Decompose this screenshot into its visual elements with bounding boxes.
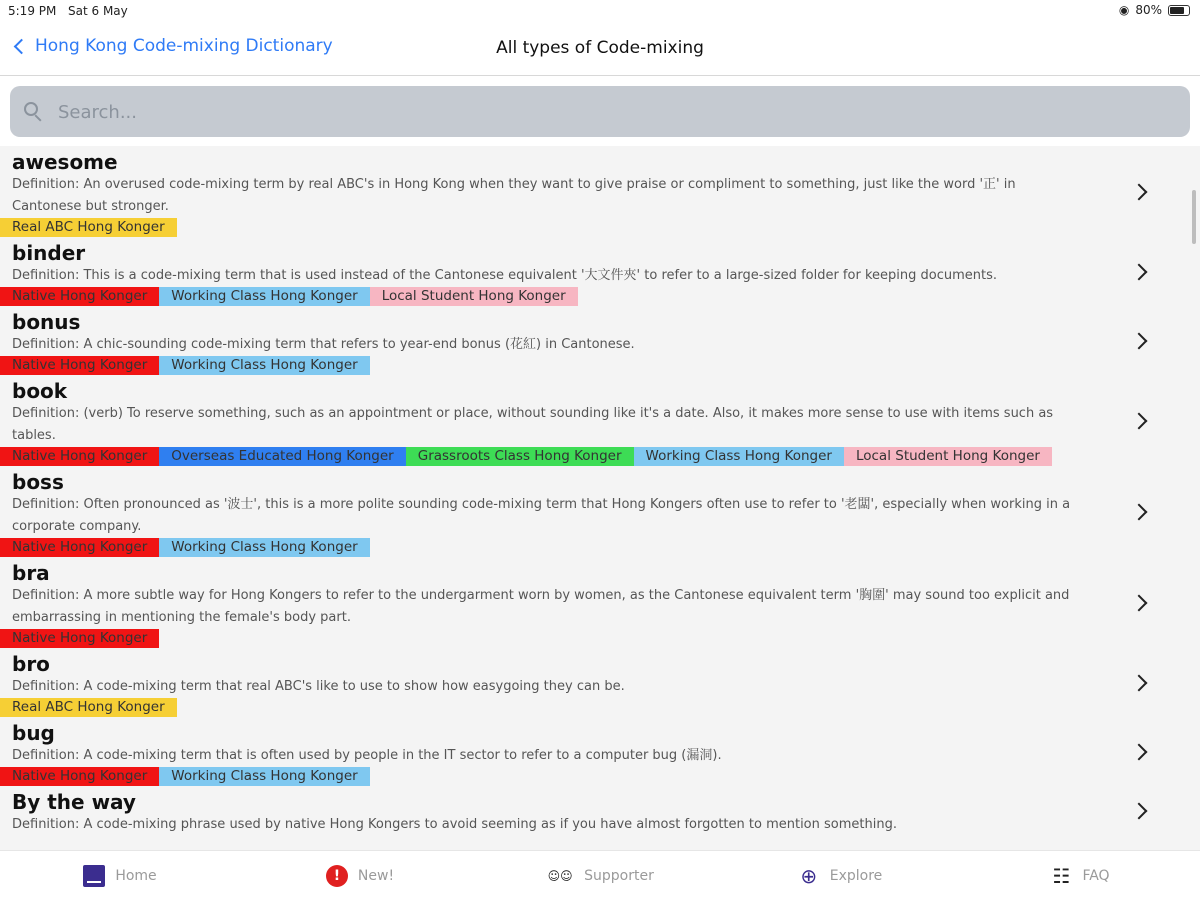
category-tag: Real ABC Hong Konger — [0, 698, 177, 717]
tab-label: Home — [115, 867, 157, 884]
category-tag: Local Student Hong Konger — [844, 447, 1052, 466]
new-badge-icon: ! — [326, 865, 348, 887]
chevron-right-icon — [1131, 183, 1148, 200]
list-item[interactable] — [0, 375, 1200, 466]
entry-definition: Definition: An overused code-mixing term by real ABC's in Hong Kong when they want to give praise or compliment to something, just like the word '正' in Cantonese but stronger. — [12, 177, 1016, 214]
list-item[interactable] — [0, 557, 1200, 648]
people-icon: ☺☺ — [547, 868, 573, 883]
entry-term: awesome — [12, 150, 118, 174]
search-input[interactable] — [58, 96, 1158, 128]
entry-term: boss — [12, 470, 64, 494]
entry-tags — [0, 767, 1080, 786]
back-label: Hong Kong Code-mixing Dictionary — [35, 36, 333, 56]
entry-tags — [0, 356, 1080, 375]
entry-definition: Definition: A code-mixing term that real ABC's like to use to show how easygoing they can be. — [12, 679, 625, 694]
entry-tags — [0, 218, 1080, 237]
category-tag: Grassroots Class Hong Konger — [406, 447, 634, 466]
entry-definition: Definition: A code-mixing phrase used by native Hong Kongers to avoid seeming as if you have almost forgotten to mention something. — [12, 817, 897, 832]
tab-label: Explore — [829, 867, 883, 884]
battery-fill — [1170, 7, 1184, 14]
entry-tags — [0, 629, 1080, 648]
entry-term: By the way — [12, 790, 136, 814]
battery-percent: 80% — [1135, 3, 1162, 17]
search-icon — [24, 102, 38, 116]
category-tag: Working Class Hong Konger — [159, 287, 369, 306]
wifi-icon: ◉ — [1118, 3, 1130, 17]
tab-faq[interactable] — [960, 851, 1200, 900]
search-bar[interactable] — [10, 86, 1190, 137]
list-item[interactable] — [0, 146, 1200, 237]
entry-term: bonus — [12, 310, 81, 334]
list-item[interactable] — [0, 237, 1200, 306]
category-tag: Native Hong Konger — [0, 356, 159, 375]
entry-tags — [0, 287, 1080, 306]
category-tag: Native Hong Konger — [0, 629, 159, 648]
chevron-right-icon — [1131, 503, 1148, 520]
chevron-right-icon — [1131, 412, 1148, 429]
tab-explore[interactable] — [720, 851, 960, 900]
category-tag: Working Class Hong Konger — [159, 356, 369, 375]
page-title: All types of Code-mixing — [496, 38, 704, 58]
category-tag: Native Hong Konger — [0, 287, 159, 306]
status-date: Sat 6 May — [68, 4, 128, 18]
chevron-right-icon — [1131, 263, 1148, 280]
category-tag: Native Hong Konger — [0, 447, 159, 466]
chevron-right-icon — [1131, 332, 1148, 349]
list-item[interactable] — [0, 786, 1200, 836]
list-item[interactable] — [0, 466, 1200, 557]
entry-definition: Definition: (verb) To reserve something, such as an appointment or place, without sounding like it's a date. Also, it makes more sense to use with items such as tables. — [12, 406, 1054, 443]
status-right — [1119, 3, 1190, 17]
entry-definition: Definition: Often pronounced as '波士', this is a more polite sounding code-mixing term that Hong Kongers often use to refer to '老闆', especially when working in a corporate company. — [12, 497, 1071, 534]
category-tag: Native Hong Konger — [0, 767, 159, 786]
list-item[interactable] — [0, 306, 1200, 375]
navigation-bar — [0, 24, 1200, 76]
category-tag: Working Class Hong Konger — [159, 767, 369, 786]
tab-label: Supporter — [584, 867, 654, 884]
category-tag: Native Hong Konger — [0, 538, 159, 557]
book-icon — [83, 865, 105, 887]
entry-tags — [0, 447, 1080, 466]
entry-term: book — [12, 379, 68, 403]
entry-tags — [0, 698, 1080, 717]
chevron-right-icon — [1131, 594, 1148, 611]
faq-icon: ☷ — [1052, 863, 1071, 888]
tab-home[interactable] — [0, 851, 240, 900]
list-item[interactable] — [0, 717, 1200, 786]
entry-definition: Definition: A more subtle way for Hong Kongers to refer to the undergarment worn by women, as the Cantonese equivalent term '胸圍' may sound too explicit and embarrassing in mentioning the female's body part. — [12, 588, 1070, 625]
scroll-indicator[interactable] — [1192, 190, 1196, 244]
chevron-right-icon — [1131, 674, 1148, 691]
tab-new[interactable] — [240, 851, 480, 900]
category-tag: Overseas Educated Hong Konger — [159, 447, 405, 466]
entry-term: bra — [12, 561, 50, 585]
category-tag: Real ABC Hong Konger — [0, 218, 177, 237]
entry-definition: Definition: This is a code-mixing term that is used instead of the Cantonese equivalent '大文件夾' to refer to a large-sized folder for keeping documents. — [12, 268, 997, 283]
tab-label: New! — [357, 867, 395, 884]
battery-icon — [1168, 5, 1190, 16]
entry-tags — [0, 538, 1080, 557]
entry-definition: Definition: A code-mixing term that is often used by people in the IT sector to refer to a computer bug (漏洞). — [12, 748, 722, 763]
chevron-right-icon — [1131, 743, 1148, 760]
entry-definition: Definition: A chic-sounding code-mixing term that refers to year-end bonus (花紅) in Cantonese. — [12, 337, 635, 352]
category-tag: Working Class Hong Konger — [159, 538, 369, 557]
status-bar — [0, 0, 1200, 24]
globe-icon: ⊕ — [800, 863, 818, 888]
category-tag: Working Class Hong Konger — [634, 447, 844, 466]
entry-term: bug — [12, 721, 55, 745]
tab-label: FAQ — [1082, 867, 1110, 884]
status-time: 5:19 PM — [8, 4, 57, 18]
tab-supporter[interactable] — [480, 851, 720, 900]
entry-term: binder — [12, 241, 86, 265]
list-item[interactable] — [0, 648, 1200, 717]
category-tag: Local Student Hong Konger — [370, 287, 578, 306]
entry-term: bro — [12, 652, 50, 676]
entry-list[interactable] — [0, 146, 1200, 850]
tab-bar — [0, 850, 1200, 900]
chevron-right-icon — [1131, 803, 1148, 820]
